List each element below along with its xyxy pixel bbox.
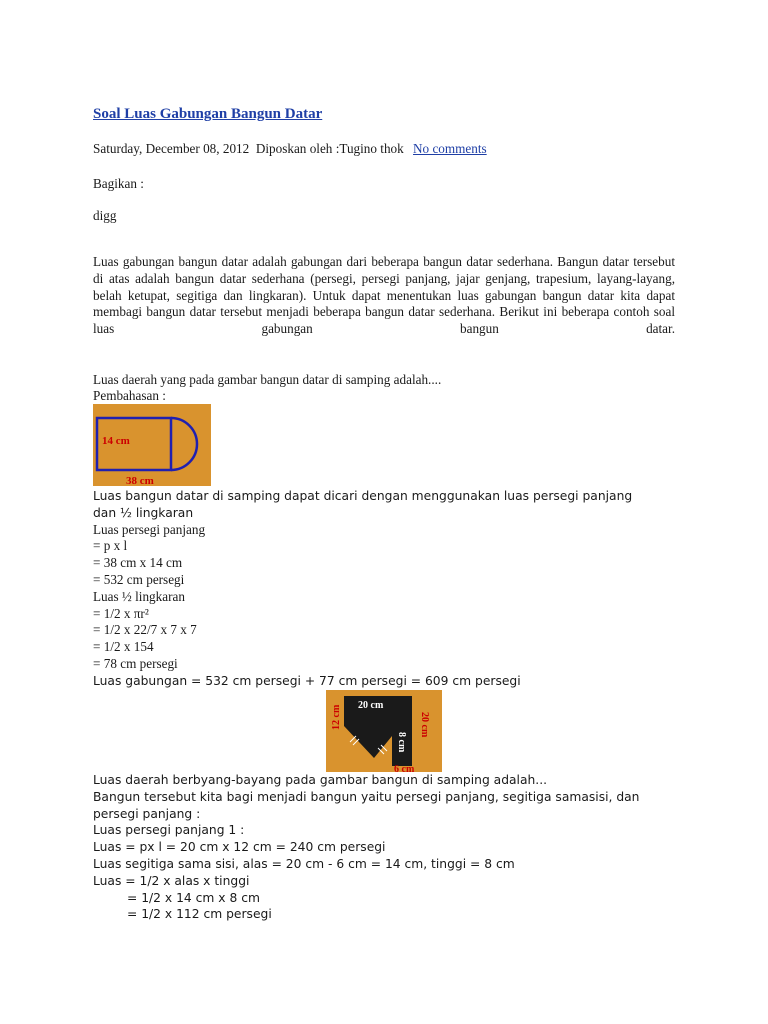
solution-2-line: Luas daerah berbyang-bayang pada gambar bangun di samping adalah... [93,773,548,787]
figure-1-drawing [93,404,211,486]
figure-2-drawing [326,690,442,772]
solution-1-line: = 1/2 x 154 [93,639,154,655]
solution-1-line: = 532 cm persegi [93,571,185,587]
solution-1-line: = p x l [93,538,128,554]
solution-2-line: Luas = px l = 20 cm x 12 cm = 240 cm persegi [93,840,386,855]
figure-pentagon-shape [326,690,442,772]
solution-2-line: Luas persegi panjang 1 : [93,823,245,838]
solution-1-line: Luas ½ lingkaran [93,588,185,604]
label-left-12cm: 12 cm [331,704,342,730]
solution-2-line: = 1/2 x 112 cm persegi [127,907,272,922]
solution-2-line: = 1/2 x 14 cm x 8 cm [127,890,260,905]
question-1: Luas daerah yang pada gambar bangun datar di samping adalah.... [93,372,442,387]
label-38cm: 38 cm [126,475,154,486]
solution-2-line: Bangun tersebut kita bagi menjadi bangun yaitu persegi panjang, segitiga samasisi, dan [93,789,640,804]
pembahasan-label: Pembahasan : [93,388,166,403]
solution-1-line: = 1/2 x 22/7 x 7 x 7 [93,622,197,638]
solution-2-line: Luas = 1/2 x alas x tinggi [93,873,250,888]
solution-1 [93,488,693,690]
figure-rectangle-semicircle [93,404,211,486]
post-date: Saturday, December 08, 2012 [93,141,250,156]
semicircle-shape [171,418,197,470]
solution-1-line: = 78 cm persegi [93,655,178,671]
solution-1-line: = 38 cm x 14 cm [93,555,183,571]
solution-2-line: persegi panjang : [93,806,201,821]
label-top-20cm: 20 cm [358,700,384,711]
comments-link[interactable]: No comments [413,141,487,156]
post-author: Diposkan oleh :Tugino thok [255,141,404,156]
solution-1-line: dan ½ lingkaran [93,505,194,520]
solution-1-line: Luas bangun datar di samping dapat dicari dengan menggunakan luas persegi panjang [93,489,633,503]
solution-1-line: Luas persegi panjang [93,521,206,537]
solution-1-line: Luas gabungan = 532 cm persegi + 77 cm persegi = 609 cm persegi [93,673,521,688]
solution-2 [93,772,693,923]
post-meta [93,141,487,158]
label-14cm: 14 cm [102,435,130,447]
label-right-20cm: 20 cm [419,712,430,738]
share-label: Bagikan : [93,176,144,191]
solution-2-line: Luas segitiga sama sisi, alas = 20 cm - 6 cm = 14 cm, tinggi = 8 cm [93,856,515,871]
label-inner-8cm: 8 cm [396,732,407,753]
intro-paragraph: Luas gabungan bangun datar adalah gabungan dari beberapa bangun datar sederhana. Bangun datar tersebut di atas adalah bangun datar sederhana (persegi, persegi panjang, jajar genjang, trapesium, layang-layang, belah ketupat, segitiga dan lingkaran). Untuk dapat menentukan luas gabungan bangun datar kita dapat membagi bangun datar tersebut menjadi beberapa bangun datar sederhana. Berikut ini beberapa contoh soal luas gabungan bangun datar. [93,254,675,337]
share-digg-link[interactable]: digg [93,208,117,223]
label-bottom-6cm: 6 cm [394,764,415,772]
solution-1-line: = 1/2 x πr² [93,605,149,621]
post-title-link[interactable]: Soal Luas Gabungan Bangun Datar [93,106,323,122]
